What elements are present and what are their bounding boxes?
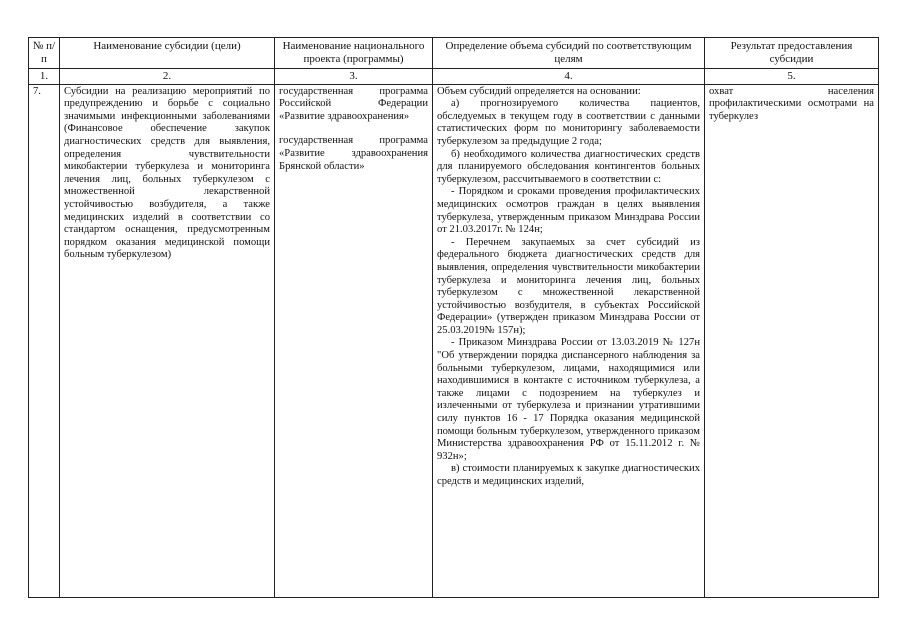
program-regional: государственная программа «Развитие здравоохранения Брянской области»	[279, 135, 428, 172]
definition-item-a: а) прогнозируемого количества пациентов, обследуемых в текущем году в соответствии с данными статистических форм по мониторингу заболеваемости туберкулезом за предыдущие 2 года;	[437, 98, 700, 147]
program-cell	[275, 84, 433, 597]
column-number: 4.	[433, 69, 705, 85]
definition-item-c: в) стоимости планируемых к закупке диагностических средств и медицинских изделий,	[437, 463, 700, 487]
result-cell: охват населения профилактическими осмотрами на туберкулез	[705, 84, 879, 597]
header-definition: Определение объема субсидий по соответствующим целям	[433, 38, 705, 69]
table-row	[29, 84, 879, 597]
column-number-row	[29, 69, 879, 85]
header-result: Результат предоставления субсидии	[705, 38, 879, 69]
definition-cell	[433, 84, 705, 597]
subsidy-name: Субсидии на реализацию мероприятий по предупреждению и борьбе с социально значимыми инфекционными заболеваниями (Финансовое обеспечение закупок диагностических средств для выявления, определения чувствительности микобактерии туберкулеза и мониторинга лечения лиц, больных туберкулезом с множественной лекарственной устойчивостью возбудителя, а также медицинских изделий в соответствии со стандартом оснащения, предусмотренным порядком оказания медицинской помощи больным туберкулезом)	[60, 84, 275, 597]
program-federal: государственная программа Российской Федерации «Развитие здравоохранения»	[279, 85, 428, 122]
definition-order-127n: - Приказом Минздрава России от 13.03.2019 № 127н "Об утверждении порядка диспансерного наблюдения за больными туберкулезом, лицами, находящимися или находившимися в контакте с источником туберкулеза, а также лицами с подозрением на туберкулез и излеченными от туберкулеза и признании утратившими силу пунктов 16 - 17 Порядка оказания медицинской помощи больным туберкулезом, утвержденного приказом Министерства здравоохранения РФ от 15.11.2012 г. № 932н»;	[437, 337, 700, 462]
header-num: № п/п	[29, 38, 60, 69]
row-number: 7.	[29, 84, 60, 597]
definition-list-157n: - Перечнем закупаемых за счет субсидий из федерального бюджета диагностических средств для выявления, определения чувствительности микобактерии туберкулеза и мониторинга лечения лиц, больных туберкулезом с множественной лекарственной устойчивостью возбудителя, в субъектах Российской Федерации» (утвержден приказом Минздрава России от 25.03.2019№ 157н);	[437, 236, 700, 336]
definition-order-124n: - Порядком и сроками проведения профилактических медицинских осмотров граждан в целях выявления туберкулеза, утвержденным приказом Минздрава России от 21.03.2017г. № 124н;	[437, 186, 700, 236]
definition-item-b: б) необходимого количества диагностических средств для планируемого обследования контингентов больных туберкулезом, рассчитываемого в соответствии с:	[437, 148, 700, 185]
definition-intro: Объем субсидий определяется на основании:	[437, 85, 641, 97]
header-row	[29, 38, 879, 69]
column-number: 5.	[705, 69, 879, 85]
column-number: 1.	[29, 69, 60, 85]
column-number: 3.	[275, 69, 433, 85]
column-number: 2.	[60, 69, 275, 85]
header-subsidy: Наименование субсидии (цели)	[60, 38, 275, 69]
header-program: Наименование национального проекта (программы)	[275, 38, 433, 69]
subsidy-table	[28, 37, 879, 598]
